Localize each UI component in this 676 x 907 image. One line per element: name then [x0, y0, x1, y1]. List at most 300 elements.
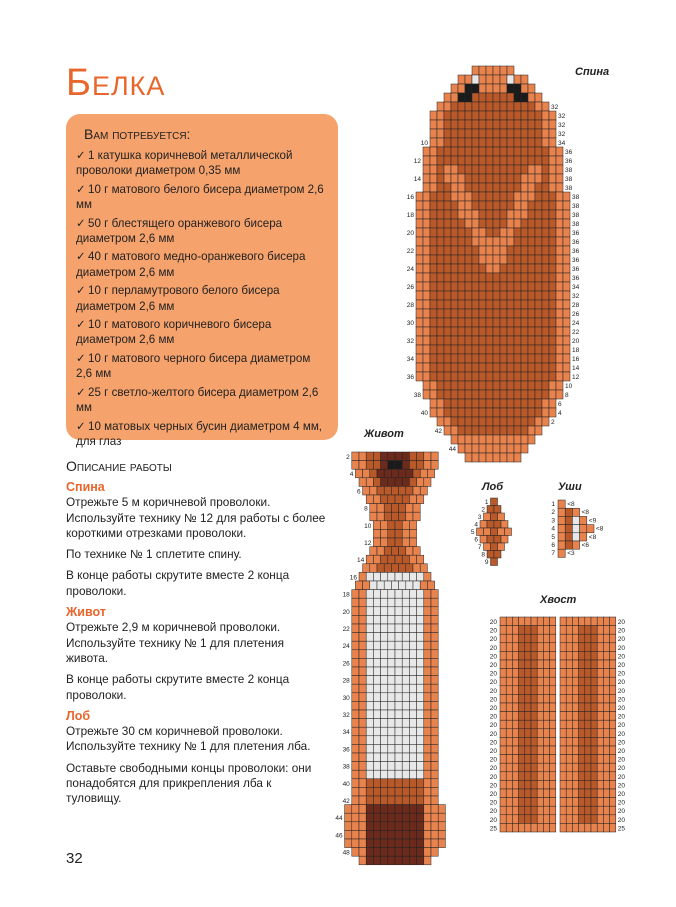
- row-count-label: 20: [489, 782, 497, 790]
- back-bead-cell: [521, 120, 528, 129]
- back-bead-cell: [479, 273, 486, 282]
- back-bead-cell: [465, 102, 472, 111]
- back-bead-cell: [444, 327, 451, 336]
- row-count-label: 20: [617, 627, 626, 635]
- tail-bead-cell: [525, 643, 531, 652]
- tail-bead-cell: [597, 772, 603, 781]
- tail-bead-cell: [610, 686, 616, 695]
- tail-bead-cell: [610, 755, 616, 764]
- belly-bead-cell: [424, 658, 431, 667]
- back-bead-cell: [521, 84, 528, 93]
- belly-bead-cell: [424, 667, 431, 676]
- tail-bead-cell: [610, 712, 616, 721]
- belly-bead-cell: [417, 701, 424, 710]
- back-bead-cell: [486, 210, 493, 219]
- tail-bead-cell: [531, 729, 537, 738]
- back-bead-cell: [486, 93, 493, 102]
- back-bead-cell: [542, 345, 549, 354]
- belly-bead-cell: [402, 839, 409, 848]
- tail-bead-cell: [512, 677, 518, 686]
- back-bead-cell: [528, 255, 535, 264]
- back-bead-cell: [528, 273, 535, 282]
- tail-bead-cell: [543, 815, 549, 824]
- belly-bead-cell: [417, 641, 424, 650]
- tail-bead-cell: [512, 617, 518, 626]
- belly-bead-cell: [424, 461, 431, 470]
- section-title: Живот: [66, 605, 106, 620]
- back-bead-cell: [472, 372, 479, 381]
- belly-bead-cell: [417, 598, 424, 607]
- back-bead-cell: [542, 219, 549, 228]
- back-bead-cell: [430, 201, 437, 210]
- back-bead-cell: [500, 201, 507, 210]
- back-bead-cell: [528, 228, 535, 237]
- tail-bead-cell: [512, 703, 518, 712]
- belly-bead-cell: [359, 650, 366, 659]
- back-bead-cell: [444, 156, 451, 165]
- row-count-label: 7: [551, 550, 555, 558]
- belly-bead-cell: [431, 667, 438, 676]
- back-bead-cell: [465, 309, 472, 318]
- back-bead-cell: [416, 228, 423, 237]
- back-bead-cell: [521, 246, 528, 255]
- tail-bead-cell: [500, 755, 506, 764]
- ear-bead-cell: [572, 533, 579, 541]
- back-bead-cell: [563, 309, 570, 318]
- tail-bead-cell: [519, 755, 525, 764]
- tail-bead-cell: [525, 651, 531, 660]
- belly-bead-cell: [402, 719, 409, 728]
- tail-bead-cell: [519, 651, 525, 660]
- forehead-bead-cell: [491, 528, 498, 536]
- back-bead-cell: [465, 453, 472, 462]
- row-count-label: 10: [420, 140, 428, 147]
- belly-bead-cell: [424, 770, 431, 779]
- back-bead-cell: [500, 156, 507, 165]
- belly-bead-cell: [409, 495, 416, 504]
- back-bead-cell: [472, 201, 479, 210]
- back-bead-cell: [437, 282, 444, 291]
- back-bead-cell: [437, 417, 444, 426]
- back-bead-cell: [458, 273, 465, 282]
- belly-bead-cell: [424, 762, 431, 771]
- back-bead-cell: [451, 435, 458, 444]
- tail-bead-cell: [560, 780, 566, 789]
- row-count-label: 25: [489, 825, 497, 833]
- belly-bead-cell: [366, 839, 373, 848]
- tail-bead-cell: [560, 677, 566, 686]
- tail-bead-cell: [506, 815, 512, 824]
- tail-bead-cell: [597, 703, 603, 712]
- back-bead-cell: [465, 174, 472, 183]
- back-bead-cell: [423, 237, 430, 246]
- belly-bead-cell: [388, 598, 395, 607]
- back-bead-cell: [479, 336, 486, 345]
- tail-bead-cell: [531, 677, 537, 686]
- back-bead-cell: [437, 408, 444, 417]
- back-bead-cell: [542, 264, 549, 273]
- belly-bead-cell: [352, 848, 359, 857]
- tail-bead-cell: [591, 780, 597, 789]
- back-bead-cell: [549, 219, 556, 228]
- belly-bead-cell: [402, 650, 409, 659]
- back-bead-cell: [514, 273, 521, 282]
- tail-bead-cell: [579, 789, 585, 798]
- back-bead-cell: [493, 246, 500, 255]
- belly-bead-cell: [377, 564, 384, 573]
- back-bead-cell: [444, 219, 451, 228]
- back-bead-cell: [486, 273, 493, 282]
- back-bead-cell: [472, 309, 479, 318]
- belly-bead-cell: [359, 736, 366, 745]
- tail-bead-cell: [525, 694, 531, 703]
- tail-bead-cell: [585, 815, 591, 824]
- row-count-label: 8: [364, 505, 368, 513]
- belly-bead-cell: [420, 581, 427, 590]
- back-bead-cell: [521, 102, 528, 111]
- back-bead-cell: [451, 102, 458, 111]
- back-bead-cell: [486, 192, 493, 201]
- tail-bead-cell: [543, 763, 549, 772]
- belly-bead-cell: [381, 762, 388, 771]
- belly-bead-cell: [402, 813, 409, 822]
- back-bead-cell: [430, 408, 437, 417]
- belly-bead-cell: [373, 719, 380, 728]
- tail-bead-cell: [525, 763, 531, 772]
- back-bead-cell: [465, 390, 472, 399]
- back-bead-cell: [451, 129, 458, 138]
- back-bead-cell: [423, 210, 430, 219]
- back-bead-cell: [493, 372, 500, 381]
- belly-bead-cell: [409, 787, 416, 796]
- tail-bead-cell: [603, 806, 609, 815]
- tail-bead-cell: [500, 823, 506, 832]
- tail-bead-cell: [519, 746, 525, 755]
- back-bead-cell: [458, 336, 465, 345]
- back-bead-cell: [493, 102, 500, 111]
- belly-bead-cell: [409, 667, 416, 676]
- back-bead-cell: [542, 210, 549, 219]
- belly-bead-cell: [359, 684, 366, 693]
- belly-bead-cell: [345, 839, 352, 848]
- back-bead-cell: [451, 255, 458, 264]
- back-bead-cell: [430, 399, 437, 408]
- back-bead-cell: [514, 228, 521, 237]
- back-bead-cell: [465, 435, 472, 444]
- belly-bead-cell: [359, 856, 366, 865]
- tail-bead-cell: [531, 669, 537, 678]
- tail-bead-cell: [525, 660, 531, 669]
- belly-bead-cell: [373, 693, 380, 702]
- forehead-bead-cell: [494, 551, 501, 559]
- back-bead-cell: [563, 246, 570, 255]
- row-count-label: 36: [406, 374, 414, 381]
- belly-bead-cell: [409, 538, 416, 547]
- tail-bead-cell: [500, 712, 506, 721]
- tail-bead-cell: [550, 737, 556, 746]
- belly-bead-cell: [409, 598, 416, 607]
- back-bead-cell: [542, 381, 549, 390]
- back-bead-cell: [493, 255, 500, 264]
- back-bead-cell: [437, 165, 444, 174]
- belly-bead-cell: [359, 641, 366, 650]
- back-bead-cell: [549, 399, 556, 408]
- tail-bead-cell: [519, 626, 525, 635]
- tail-bead-cell: [512, 712, 518, 721]
- back-bead-cell: [423, 183, 430, 192]
- belly-bead-cell: [402, 727, 409, 736]
- back-bead-cell: [479, 354, 486, 363]
- belly-bead-cell: [373, 658, 380, 667]
- back-bead-cell: [423, 165, 430, 174]
- belly-bead-cell: [366, 856, 373, 865]
- belly-bead-cell: [402, 607, 409, 616]
- back-bead-cell: [458, 192, 465, 201]
- back-bead-cell: [416, 300, 423, 309]
- belly-bead-cell: [402, 770, 409, 779]
- tail-bead-cell: [579, 617, 585, 626]
- tail-bead-cell: [537, 746, 543, 755]
- belly-bead-cell: [381, 590, 388, 599]
- belly-bead-cell: [373, 701, 380, 710]
- back-bead-cell: [430, 273, 437, 282]
- back-bead-cell: [430, 372, 437, 381]
- back-bead-cell: [528, 291, 535, 300]
- tail-bead-cell: [572, 669, 578, 678]
- back-bead-cell: [514, 111, 521, 120]
- back-bead-cell: [465, 363, 472, 372]
- row-count-label: 34: [406, 356, 414, 363]
- back-bead-cell: [472, 282, 479, 291]
- tail-bead-cell: [550, 626, 556, 635]
- belly-bead-cell: [381, 555, 388, 564]
- back-bead-cell: [528, 120, 535, 129]
- back-bead-cell: [472, 75, 479, 84]
- row-count-label: 20: [489, 765, 497, 773]
- back-bead-cell: [430, 210, 437, 219]
- tail-bead-cell: [566, 660, 572, 669]
- back-bead-cell: [416, 282, 423, 291]
- tail-bead-cell: [591, 643, 597, 652]
- back-bead-cell: [521, 318, 528, 327]
- belly-bead-cell: [431, 607, 438, 616]
- back-bead-cell: [472, 66, 479, 75]
- back-bead-cell: [465, 327, 472, 336]
- tail-bead-cell: [560, 806, 566, 815]
- back-bead-cell: [423, 192, 430, 201]
- row-count-label: 24: [572, 320, 580, 327]
- back-bead-cell: [563, 201, 570, 210]
- back-bead-cell: [549, 183, 556, 192]
- tail-bead-cell: [579, 694, 585, 703]
- belly-bead-cell: [363, 486, 370, 495]
- tail-bead-cell: [579, 669, 585, 678]
- belly-bead-cell: [366, 572, 373, 581]
- tail-bead-cell: [610, 737, 616, 746]
- back-bead-cell: [521, 381, 528, 390]
- back-bead-cell: [465, 345, 472, 354]
- tail-bead-cell: [543, 694, 549, 703]
- back-bead-cell: [437, 174, 444, 183]
- tail-bead-cell: [500, 677, 506, 686]
- back-bead-cell: [542, 309, 549, 318]
- tail-bead-cell: [579, 772, 585, 781]
- back-bead-cell: [430, 111, 437, 120]
- tail-bead-cell: [537, 686, 543, 695]
- belly-bead-cell: [399, 504, 406, 513]
- tail-bead-cell: [500, 669, 506, 678]
- belly-bead-cell: [352, 452, 359, 461]
- back-bead-cell: [479, 219, 486, 228]
- belly-bead-cell: [359, 787, 366, 796]
- back-bead-cell: [549, 120, 556, 129]
- tail-bead-cell: [610, 746, 616, 755]
- back-bead-cell: [444, 246, 451, 255]
- belly-bead-cell: [377, 581, 384, 590]
- row-count-label: 6: [558, 401, 562, 408]
- tail-bead-cell: [543, 823, 549, 832]
- belly-bead-cell: [366, 684, 373, 693]
- belly-bead-cell: [359, 710, 366, 719]
- back-bead-cell: [458, 408, 465, 417]
- row-count-label: 1: [484, 499, 489, 506]
- tail-bead-cell: [591, 712, 597, 721]
- tail-bead-cell: [566, 626, 572, 635]
- row-count-label: 4: [558, 410, 562, 417]
- belly-bead-cell: [384, 581, 391, 590]
- ear-bead-cell: [580, 533, 587, 541]
- belly-bead-cell: [438, 822, 445, 831]
- back-bead-cell: [465, 246, 472, 255]
- row-count-label: 20: [617, 705, 626, 712]
- back-bead-cell: [451, 93, 458, 102]
- tail-bead-cell: [566, 669, 572, 678]
- back-bead-cell: [472, 93, 479, 102]
- back-bead-cell: [493, 435, 500, 444]
- checkmark-icon: ✓: [76, 318, 86, 332]
- back-bead-cell: [528, 246, 535, 255]
- back-bead-cell: [493, 156, 500, 165]
- row-count-label: 20: [617, 739, 626, 747]
- back-bead-cell: [437, 192, 444, 201]
- tail-bead-cell: [585, 789, 591, 798]
- belly-bead-cell: [431, 770, 438, 779]
- back-bead-cell: [542, 102, 549, 111]
- belly-bead-cell: [431, 590, 438, 599]
- back-bead-cell: [549, 372, 556, 381]
- belly-bead-cell: [399, 486, 406, 495]
- belly-bead-cell: [406, 486, 413, 495]
- tail-bead-cell: [572, 755, 578, 764]
- back-bead-cell: [437, 129, 444, 138]
- back-bead-cell: [521, 399, 528, 408]
- back-bead-cell: [472, 345, 479, 354]
- tail-bead-cell: [579, 651, 585, 660]
- tail-bead-cell: [506, 694, 512, 703]
- belly-bead-cell: [366, 641, 373, 650]
- back-bead-cell: [535, 138, 542, 147]
- tail-bead-cell: [610, 669, 616, 678]
- tail-bead-cell: [543, 703, 549, 712]
- back-bead-cell: [486, 282, 493, 291]
- tail-bead-cell: [572, 634, 578, 643]
- row-count-label: 20: [617, 756, 626, 764]
- tail-bead-cell: [525, 815, 531, 824]
- tail-bead-cell: [543, 626, 549, 635]
- ear-bead-cell: [558, 533, 565, 541]
- back-bead-cell: [451, 291, 458, 300]
- tail-bead-cell: [610, 763, 616, 772]
- belly-bead-cell: [417, 710, 424, 719]
- row-count-label: 38: [342, 763, 350, 771]
- back-bead-cell: [423, 174, 430, 183]
- tail-bead-cell: [591, 737, 597, 746]
- tail-bead-cell: [519, 729, 525, 738]
- back-bead-cell: [472, 336, 479, 345]
- ear-bead-cell: [565, 516, 572, 524]
- back-bead-cell: [437, 219, 444, 228]
- tail-bead-cell: [579, 798, 585, 807]
- forehead-bead-cell: [487, 521, 494, 529]
- back-bead-cell: [458, 237, 465, 246]
- back-bead-cell: [514, 201, 521, 210]
- tail-bead-cell: [566, 617, 572, 626]
- belly-bead-cell: [352, 762, 359, 771]
- belly-bead-cell: [431, 693, 438, 702]
- back-bead-cell: [465, 264, 472, 273]
- belly-bead-cell: [377, 512, 384, 521]
- back-bead-cell: [465, 408, 472, 417]
- back-bead-cell: [437, 264, 444, 273]
- back-bead-cell: [493, 345, 500, 354]
- belly-bead-cell: [395, 813, 402, 822]
- back-bead-cell: [507, 390, 514, 399]
- back-bead-cell: [556, 390, 563, 399]
- back-bead-cell: [458, 246, 465, 255]
- row-count-label: 20: [489, 644, 497, 652]
- back-bead-cell: [430, 183, 437, 192]
- tail-bead-cell: [531, 815, 537, 824]
- belly-bead-cell: [388, 770, 395, 779]
- back-bead-cell: [549, 390, 556, 399]
- belly-bead-cell: [409, 805, 416, 814]
- back-bead-cell: [416, 327, 423, 336]
- tail-bead-cell: [550, 660, 556, 669]
- belly-bead-cell: [384, 504, 391, 513]
- belly-bead-cell: [345, 813, 352, 822]
- row-count-label: 16: [572, 356, 580, 363]
- belly-diagram-label: Живот: [364, 428, 404, 440]
- back-bead-cell: [437, 138, 444, 147]
- belly-bead-cell: [359, 822, 366, 831]
- tail-bead-cell: [597, 626, 603, 635]
- back-bead-cell: [500, 165, 507, 174]
- back-bead-cell: [549, 111, 556, 120]
- tail-bead-cell: [585, 746, 591, 755]
- belly-bead-cell: [366, 813, 373, 822]
- back-bead-cell: [542, 192, 549, 201]
- back-bead-cell: [500, 309, 507, 318]
- tail-bead-cell: [550, 789, 556, 798]
- back-bead-cell: [514, 327, 521, 336]
- tail-bead-cell: [566, 737, 572, 746]
- back-bead-cell: [535, 246, 542, 255]
- belly-bead-cell: [366, 779, 373, 788]
- belly-bead-cell: [420, 469, 427, 478]
- row-count-label: 42: [434, 428, 442, 435]
- back-bead-cell: [423, 264, 430, 273]
- belly-bead-cell: [413, 581, 420, 590]
